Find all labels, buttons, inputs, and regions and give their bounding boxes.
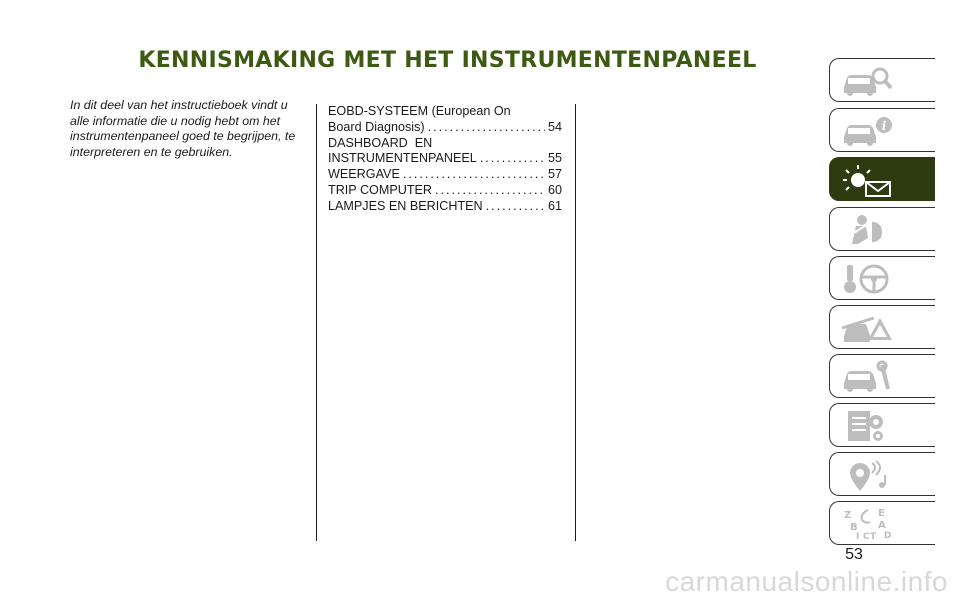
chapter-tab-8[interactable] [829,403,935,447]
chapter-tab-3-active[interactable] [829,157,935,201]
chapter-tab-10[interactable] [829,501,935,545]
toc-entry-label: LAMPJES EN BERICHTEN [328,198,483,213]
svg-text:i: i [881,119,887,133]
index-letter: A [878,520,886,531]
column-divider-right [575,104,576,541]
index-letter: D [884,531,892,541]
media-navigation-icon [838,457,894,493]
index-letter: E [878,508,885,519]
seat-airbag-icon [838,212,894,248]
index-letter: I [856,532,860,542]
toc-page-number: 57 [547,167,562,182]
column-divider-left [316,104,317,541]
toc-entry-weergave[interactable] [328,167,562,183]
car-search-icon [838,63,894,99]
toc-leader-dots [403,167,545,183]
toc-leader-dots [428,120,545,136]
toc-entry-label: DASHBOARD EN [328,135,433,150]
toc-entry-label: EOBD-SYSTEEM (European On [328,104,511,118]
page-title: KENNISMAKING MET HET INSTRUMENTENPANEEL [138,48,757,73]
toc-entry-label: Board Diagnosis) [328,119,425,134]
toc-entry-label: INSTRUMENTENPANEEL [328,151,477,166]
chapter-tab-6[interactable] [829,305,935,349]
chapter-tab-2[interactable] [829,108,935,152]
chapter-tab-4[interactable] [829,207,935,251]
toc-page-number: 60 [547,182,562,197]
toc-entry-eobd[interactable] [328,104,562,136]
chapter-tab-7[interactable] [829,354,935,398]
car-warning-triangle-icon [838,310,894,346]
toc-entry-lampjes[interactable] [328,199,562,215]
spec-sheet-gear-icon [838,408,894,444]
index-letter: T [870,532,877,542]
toc-leader-dots [486,199,545,215]
warning-light-message-icon [838,162,894,198]
toc-leader-dots [435,183,545,199]
index-letter: Z [844,510,852,521]
intro-text: In dit deel van het instructieboek vindt u alle informatie die u nodig hebt om het instrumentenpaneel goed te begrijpen, te interpreteren en te gebruiken. [70,98,296,159]
toc-entry-dashboard[interactable] [328,136,562,168]
car-info-icon [838,113,894,149]
toc-page-number: 55 [547,151,562,166]
car-wrench-icon [838,359,894,395]
chapter-tab-1[interactable] [829,58,935,102]
watermark: carmanualsonline.info [665,566,948,597]
chapter-tab-9[interactable] [829,452,935,496]
index-letter: C [863,532,870,542]
toc-entry-label: WEERGAVE [328,167,400,182]
toc-entry-label: TRIP COMPUTER [328,182,433,197]
toc-page-number: 54 [547,119,562,134]
page-number: 53 [845,546,863,563]
chapter-tab-5[interactable] [829,256,935,300]
steering-key-icon [838,261,894,297]
toc-entry-trip-computer[interactable] [328,183,562,199]
toc-page-number: 61 [547,198,562,213]
alphabet-index-icon [838,506,894,542]
toc-leader-dots [480,151,545,167]
index-letter: B [850,522,858,533]
table-of-contents [328,104,562,215]
